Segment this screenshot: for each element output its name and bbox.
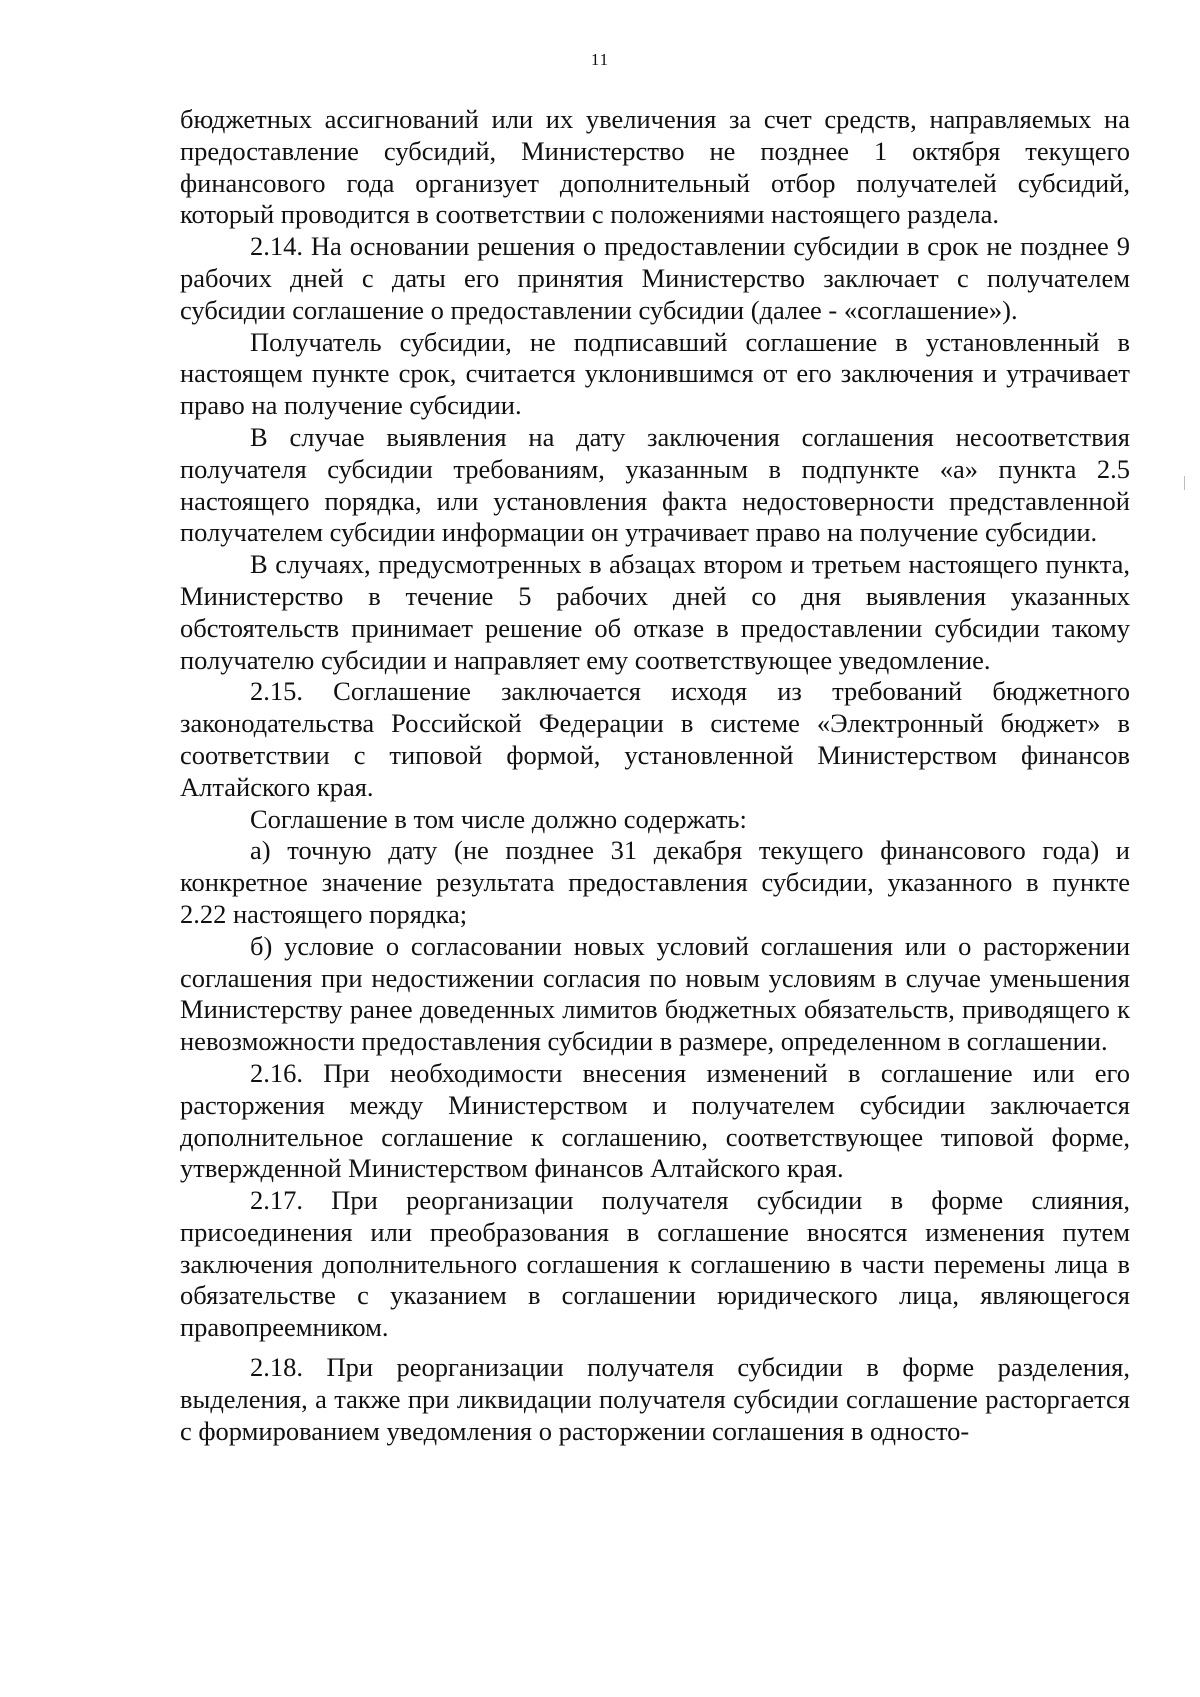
- paragraph-agreement-contents: Соглашение в том числе должно содержать:: [250, 803, 747, 834]
- paragraph-2-17: 2.17. При реорганизации получателя субсидии в форме слияния, присоединения или преобразования в соглашение вносятся изменения путем заключения дополнительного соглашения к соглашению в части перемены лица в обязательстве с указанием в соглашении юридического лица, являющегося правопреемником.: [180, 1185, 1130, 1343]
- scan-margin-mark: [1184, 476, 1185, 490]
- paragraph-continuation: бюджетных ассигнований или их увеличения за счет средств, направляемых на предоставление субсидий, Министерство не позднее 1 октября текущего финансового года организует дополнительный отбор получателей субсидий, который проводится в соответствии с положениями настоящего раздела.: [180, 104, 1130, 230]
- paragraph-nonconformity: В случае выявления на дату заключения соглашения несоответствия получателя субсидии требованиям, указанным в подпункте «а» пункта 2.5 настоящего порядка, или установления факта недостоверности представленной получателем субсидии информации он утрачивает право на получение субсидии.: [180, 421, 1130, 548]
- paragraph-item-a: а) точную дату (не позднее 31 декабря текущего финансового года) и конкретное значение результата предоставления субсидии, указанного в пункте 2.22 настоящего порядка;: [180, 835, 1130, 929]
- document-body: [180, 104, 1130, 1447]
- paragraph-2-18: 2.18. При реорганизации получателя субсидии в форме разделения, выделения, а также при ликвидации получателя субсидии соглашение расторгается с формированием уведомления о расторжении соглашения в односто-: [180, 1352, 1130, 1446]
- paragraph-2-16: 2.16. При необходимости внесения изменений в соглашение или его расторжения между Министерством и получателем субсидии заключается дополнительное соглашение к соглашению, соответствующее типовой форме, утвержденной Министерством финансов Алтайского края.: [180, 1057, 1130, 1184]
- page-number: 11: [590, 50, 610, 69]
- paragraph-refusal-signing: Получатель субсидии, не подписавший соглашение в установленный в настоящем пункте срок, считается уклонившимся от его заключения и утрачивает право на получение субсидии.: [180, 326, 1130, 421]
- paragraph-item-b: б) условие о согласовании новых условий соглашения или о расторжении соглашения при недостижении согласия по новым условиям в случае уменьшения Министерству ранее доведенных лимитов бюджетных обязательств, приводящего к невозможности предоставления субсидии в размере, определенном в соглашении.: [180, 930, 1130, 1057]
- paragraph-2-15: 2.15. Соглашение заключается исходя из требований бюджетного законодательства Российской Федерации в системе «Электронный бюджет» в соответствии с типовой формой, установленной Министерством финансов Алтайского края.: [180, 676, 1130, 802]
- paragraph-refusal-decision: В случаях, предусмотренных в абзацах втором и третьем настоящего пункта, Министерство в течение 5 рабочих дней со дня выявления указанных обстоятельств принимает решение об отказе в предоставлении субсидии такому получателю субсидии и направляет ему соответствующее уведомление.: [180, 549, 1130, 675]
- paragraph-2-14: 2.14. На основании решения о предоставлении субсидии в срок не позднее 9 рабочих дней с даты его принятия Министерство заключает с получателем субсидии соглашение о предоставлении субсидии (далее - «соглашение»).: [180, 231, 1130, 325]
